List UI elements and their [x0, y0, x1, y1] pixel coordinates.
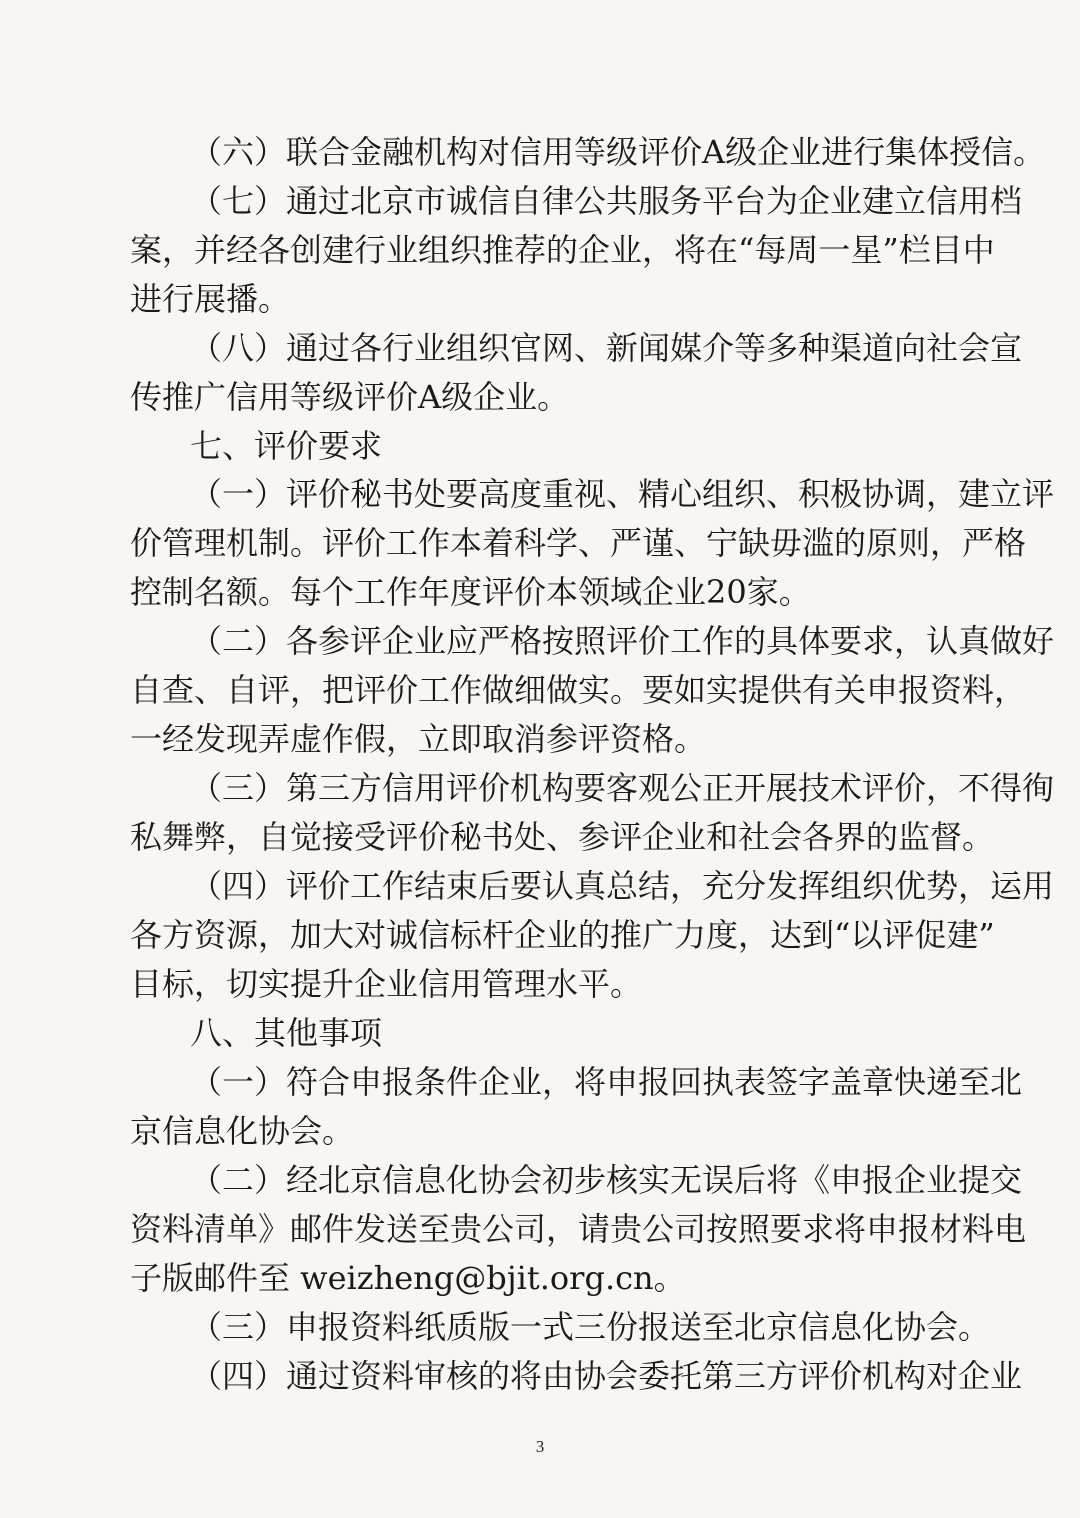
other-3-line-1: （三）申报资料纸质版一式三份报送至北京信息化协会。 [190, 1308, 991, 1346]
other-1-line-2: 京信息化协会。 [130, 1112, 355, 1150]
req-4-line-2: 各方资源，加大对诚信标杆企业的推广力度，达到“以评促建” [130, 916, 995, 954]
other-2-line-1: （二）经北京信息化协会初步核实无误后将《申报企业提交 [190, 1161, 1023, 1199]
para-8-line-1: （八）通过各行业组织官网、新闻媒介等多种渠道向社会宣 [190, 329, 1023, 367]
section-heading-8: 八、其他事项 [190, 1014, 383, 1052]
req-2-line-2: 自查、自评，把评价工作做细做实。要如实提供有关申报资料， [130, 671, 1027, 709]
page-number: 3 [535, 1437, 545, 1456]
para-8-line-2: 传推广信用等级评价A级企业。 [130, 378, 570, 416]
para-7-line-3: 进行展播。 [130, 280, 291, 318]
req-1-line-1: （一）评价秘书处要高度重视、精心组织、积极协调，建立评 [190, 475, 1055, 513]
req-1-line-2: 价管理机制。评价工作本着科学、严谨、宁缺毋滥的原则，严格 [130, 524, 1027, 562]
para-7-line-1: （七）通过北京市诚信自律公共服务平台为企业建立信用档 [190, 182, 1023, 220]
other-1-line-1: （一）符合申报条件企业，将申报回执表签字盖章快递至北 [190, 1063, 1023, 1101]
para-6-line-1: （六）联合金融机构对信用等级评价A级企业进行集体授信。 [190, 133, 1046, 171]
other-2-line-3: 子版邮件至 weizheng@bjit.org.cn。 [130, 1259, 686, 1297]
req-2-line-3: 一经发现弄虚作假，立即取消参评资格。 [130, 720, 707, 758]
other-4-line-1: （四）通过资料审核的将由协会委托第三方评价机构对企业 [190, 1357, 1023, 1395]
req-2-line-1: （二）各参评企业应严格按照评价工作的具体要求，认真做好 [190, 622, 1055, 660]
section-heading-7: 七、评价要求 [190, 427, 383, 465]
req-4-line-1: （四）评价工作结束后要认真总结，充分发挥组织优势，运用 [190, 867, 1055, 905]
req-4-line-3: 目标，切实提升企业信用管理水平。 [130, 965, 643, 1003]
para-7-line-2: 案，并经各创建行业组织推荐的企业，将在“每周一星”栏目中 [130, 231, 995, 269]
req-3-line-2: 私舞弊，自觉接受评价秘书处、参评企业和社会各界的监督。 [130, 818, 995, 856]
other-2-line-2: 资料清单》邮件发送至贵公司，请贵公司按照要求将申报材料电 [130, 1210, 1027, 1248]
req-1-line-3: 控制名额。每个工作年度评价本领域企业20家。 [130, 573, 811, 611]
req-3-line-1: （三）第三方信用评价机构要客观公正开展技术评价，不得徇 [190, 769, 1055, 807]
